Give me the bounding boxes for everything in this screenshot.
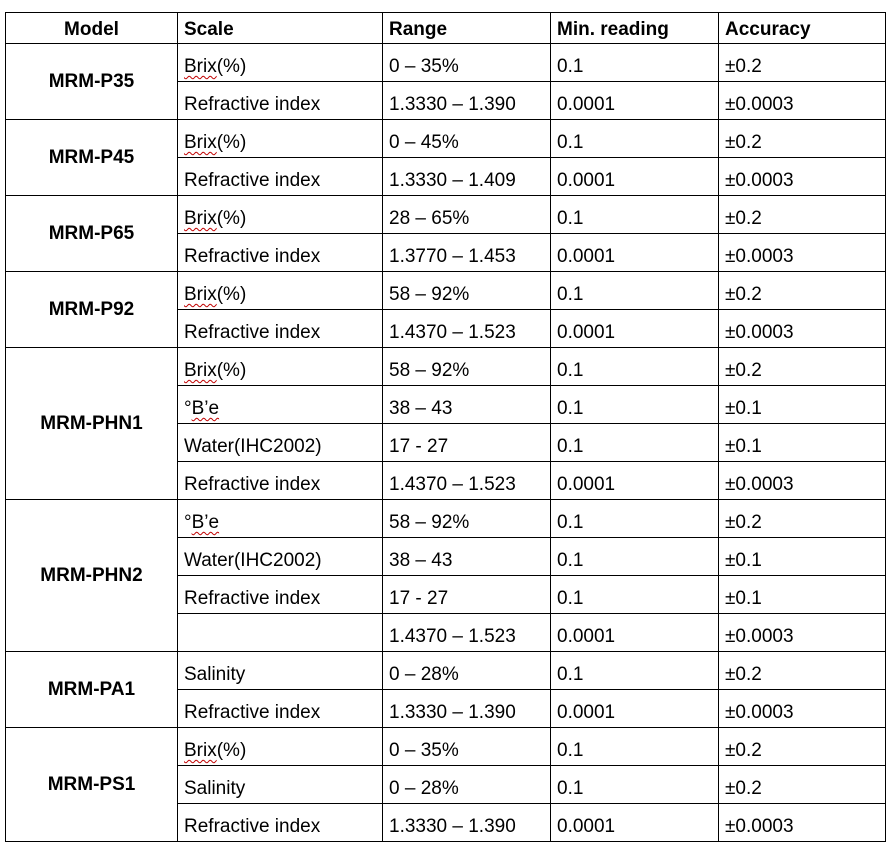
range-cell: 0 – 35% (383, 44, 551, 82)
min-reading-cell: 0.0001 (551, 690, 719, 728)
range-cell: 58 – 92% (383, 272, 551, 310)
scale-cell: Salinity (178, 652, 383, 690)
range-cell: 58 – 92% (383, 500, 551, 538)
range-cell: 28 – 65% (383, 196, 551, 234)
accuracy-cell: ±0.0003 (719, 310, 886, 348)
scale-cell (178, 614, 383, 652)
min-reading-cell: 0.0001 (551, 804, 719, 842)
min-reading-cell: 0.1 (551, 196, 719, 234)
spellcheck-underline: B’e (191, 512, 220, 533)
range-cell: 0 – 35% (383, 728, 551, 766)
range-cell: 58 – 92% (383, 348, 551, 386)
table-row (6, 348, 886, 386)
min-reading-cell: 0.1 (551, 766, 719, 804)
accuracy-cell: ±0.0003 (719, 462, 886, 500)
table-row (6, 120, 886, 158)
spec-table (5, 12, 886, 842)
min-reading-cell: 0.0001 (551, 82, 719, 120)
range-cell: 1.4370 – 1.523 (383, 310, 551, 348)
accuracy-cell: ±0.2 (719, 500, 886, 538)
scale-cell: Brix(%) (178, 44, 383, 82)
model-cell: MRM-PHN1 (6, 348, 178, 500)
accuracy-cell: ±0.2 (719, 272, 886, 310)
header-accuracy: Accuracy (719, 13, 886, 44)
table-row (6, 44, 886, 82)
accuracy-cell: ±0.0003 (719, 804, 886, 842)
header-min-reading: Min. reading (551, 13, 719, 44)
accuracy-cell: ±0.0003 (719, 82, 886, 120)
scale-cell: Refractive index (178, 234, 383, 272)
model-cell: MRM-PA1 (6, 652, 178, 728)
min-reading-cell: 0.1 (551, 272, 719, 310)
range-cell: 1.3770 – 1.453 (383, 234, 551, 272)
scale-cell: Refractive index (178, 158, 383, 196)
scale-cell: Refractive index (178, 82, 383, 120)
min-reading-cell: 0.0001 (551, 234, 719, 272)
accuracy-cell: ±0.1 (719, 576, 886, 614)
range-cell: 1.4370 – 1.523 (383, 614, 551, 652)
model-cell: MRM-P45 (6, 120, 178, 196)
min-reading-cell: 0.1 (551, 424, 719, 462)
range-cell: 1.3330 – 1.409 (383, 158, 551, 196)
range-cell: 17 - 27 (383, 576, 551, 614)
accuracy-cell: ±0.2 (719, 348, 886, 386)
scale-cell: Brix(%) (178, 728, 383, 766)
spellcheck-underline: Brix (184, 740, 217, 761)
min-reading-cell: 0.0001 (551, 158, 719, 196)
table-row (6, 500, 886, 538)
model-cell: MRM-P92 (6, 272, 178, 348)
table-row (6, 728, 886, 766)
range-cell: 1.3330 – 1.390 (383, 690, 551, 728)
scale-cell: Refractive index (178, 690, 383, 728)
accuracy-cell: ±0.1 (719, 538, 886, 576)
spellcheck-underline: Brix (184, 56, 217, 77)
scale-cell: Refractive index (178, 804, 383, 842)
scale-cell: °B’e (178, 500, 383, 538)
scale-cell: Refractive index (178, 576, 383, 614)
table-row (6, 196, 886, 234)
table-row (6, 272, 886, 310)
spellcheck-underline: Brix (184, 208, 217, 229)
range-cell: 1.3330 – 1.390 (383, 804, 551, 842)
header-model: Model (6, 13, 178, 44)
model-cell: MRM-P35 (6, 44, 178, 120)
scale-cell: Refractive index (178, 462, 383, 500)
range-cell: 0 – 45% (383, 120, 551, 158)
range-cell: 0 – 28% (383, 652, 551, 690)
spellcheck-underline: Brix (184, 284, 217, 305)
min-reading-cell: 0.1 (551, 576, 719, 614)
scale-cell: Brix(%) (178, 348, 383, 386)
min-reading-cell: 0.1 (551, 500, 719, 538)
table-row (6, 652, 886, 690)
spec-body (6, 44, 886, 842)
accuracy-cell: ±0.0003 (719, 614, 886, 652)
min-reading-cell: 0.1 (551, 652, 719, 690)
range-cell: 17 - 27 (383, 424, 551, 462)
model-cell: MRM-PHN2 (6, 500, 178, 652)
scale-cell: Brix(%) (178, 272, 383, 310)
range-cell: 0 – 28% (383, 766, 551, 804)
header-row (6, 13, 886, 44)
range-cell: 1.3330 – 1.390 (383, 82, 551, 120)
accuracy-cell: ±0.0003 (719, 234, 886, 272)
spellcheck-underline: Brix (184, 132, 217, 153)
model-cell: MRM-P65 (6, 196, 178, 272)
range-cell: 38 – 43 (383, 538, 551, 576)
accuracy-cell: ±0.1 (719, 424, 886, 462)
accuracy-cell: ±0.0003 (719, 158, 886, 196)
header-scale: Scale (178, 13, 383, 44)
model-cell: MRM-PS1 (6, 728, 178, 842)
scale-cell: Refractive index (178, 310, 383, 348)
min-reading-cell: 0.1 (551, 44, 719, 82)
min-reading-cell: 0.1 (551, 538, 719, 576)
accuracy-cell: ±0.2 (719, 766, 886, 804)
accuracy-cell: ±0.2 (719, 652, 886, 690)
accuracy-cell: ±0.1 (719, 386, 886, 424)
range-cell: 38 – 43 (383, 386, 551, 424)
min-reading-cell: 0.1 (551, 348, 719, 386)
header-range: Range (383, 13, 551, 44)
accuracy-cell: ±0.2 (719, 120, 886, 158)
accuracy-cell: ±0.2 (719, 44, 886, 82)
scale-cell: Brix(%) (178, 196, 383, 234)
accuracy-cell: ±0.2 (719, 196, 886, 234)
min-reading-cell: 0.0001 (551, 462, 719, 500)
min-reading-cell: 0.0001 (551, 614, 719, 652)
min-reading-cell: 0.0001 (551, 310, 719, 348)
range-cell: 1.4370 – 1.523 (383, 462, 551, 500)
min-reading-cell: 0.1 (551, 728, 719, 766)
scale-cell: Salinity (178, 766, 383, 804)
min-reading-cell: 0.1 (551, 386, 719, 424)
accuracy-cell: ±0.2 (719, 728, 886, 766)
spellcheck-underline: Brix (184, 360, 217, 381)
spellcheck-underline: B’e (191, 398, 220, 419)
scale-cell: Brix(%) (178, 120, 383, 158)
scale-cell: Water(IHC2002) (178, 424, 383, 462)
min-reading-cell: 0.1 (551, 120, 719, 158)
scale-cell: °B’e (178, 386, 383, 424)
scale-cell: Water(IHC2002) (178, 538, 383, 576)
accuracy-cell: ±0.0003 (719, 690, 886, 728)
